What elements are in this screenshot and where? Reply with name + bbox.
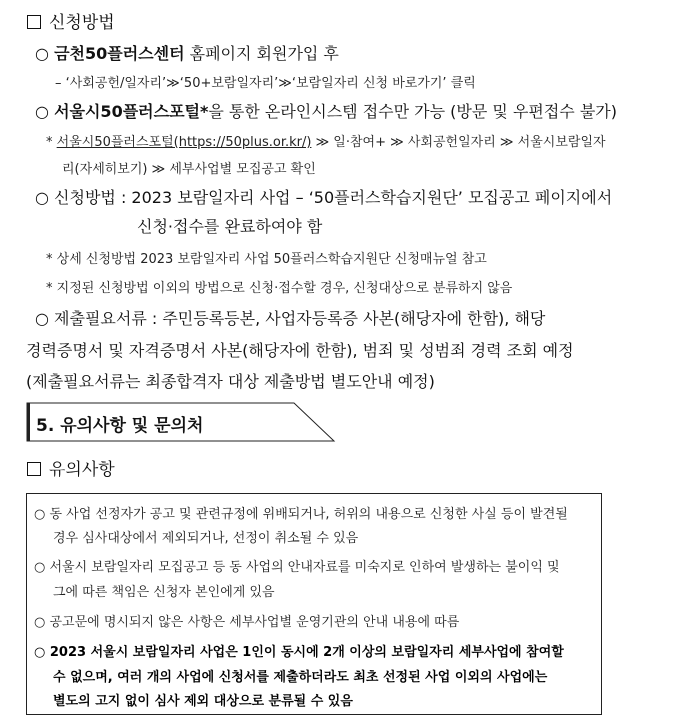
- section-5-title: 5. 유의사항 및 문의처: [36, 416, 204, 436]
- method-heading: 신청방법: [27, 8, 115, 33]
- notice-item-1: ○ 동 사업 선정자가 공고 및 관련규정에 위배되거나, 허위의 내용으로 신청한 사실 등이 발견될: [34, 507, 568, 522]
- documents-item: ○ 제출필요서류 : 주민등록등본, 사업자등록증 사본(해당자에 한함), 해당: [35, 309, 546, 328]
- notice-item-4-line3: 별도의 고지 없이 심사 제외 대상으로 분류될 수 있음: [53, 694, 353, 709]
- notice-item-2-line2: 그에 따른 책임은 신청자 본인에게 있음: [53, 585, 275, 600]
- method-item-1: ○ 금천50플러스센터 홈페이지 회원가입 후: [35, 44, 339, 63]
- portal-note: * 서울시50플러스포털(https://50plus.or.kr/) ≫ 일·참여+ ≫ 사회공헌일자리 ≫ 서울시보람일자: [46, 135, 606, 150]
- notice-box: [26, 493, 602, 715]
- checkbox-square-icon: [27, 462, 41, 476]
- method-item-2: ○ 서울시50플러스포털*을 통한 온라인시스템 접수만 가능 (방문 및 우편접수 불가): [35, 102, 618, 121]
- checkbox-square-icon: [27, 15, 41, 29]
- notice-item-1-line2: 경우 심사대상에서 제외되거나, 선정이 취소될 수 있음: [53, 531, 359, 546]
- notice-item-4-line2: 수 없으며, 여러 개의 사업에 신청서를 제출하더라도 최초 선정된 사업 이외의 사업에는: [53, 670, 548, 685]
- notice-item-2: ○ 서울시 보람일자리 모집공고 등 동 사업의 안내자료를 미숙지로 인하여 발생하는 불이익 및: [34, 560, 560, 575]
- center-name: 금천50플러스센터: [54, 44, 185, 63]
- method-item-1-sub: – ‘사회공헌/일자리’≫‘50+보람일자리’≫‘보람일자리 신청 바로가기’ 클릭: [55, 76, 476, 91]
- manual-note: * 상세 신청방법 2023 보람일자리 사업 50플러스학습지원단 신청매뉴얼 참고: [46, 252, 487, 267]
- section-5-header: [26, 402, 336, 442]
- portal-note-line2: 리(자세히보기) ≫ 세부사업별 모집공고 확인: [62, 162, 316, 177]
- documents-item-line2: 경력증명서 및 자격증명서 사본(해당자에 한함), 범죄 및 성범죄 경력 조회 예정: [26, 341, 574, 360]
- notice-item-4: ○ 2023 서울시 보람일자리 사업은 1인이 동시에 2개 이상의 보람일자리 세부사업에 참여할: [34, 645, 564, 660]
- notice-heading: 유의사항: [27, 455, 115, 480]
- notice-item-3: ○ 공고문에 명시되지 않은 사항은 세부사업별 운영기관의 안내 내용에 따름: [34, 615, 460, 630]
- method-item-3-line2: 신청·접수를 완료하여야 함: [137, 217, 323, 236]
- portal-name: 서울시50플러스포털*: [54, 102, 209, 121]
- portal-link[interactable]: 서울시50플러스포털(https://50plus.or.kr/): [56, 135, 312, 150]
- method-item-3: ○ 신청방법 : 2023 보람일자리 사업 – ‘50플러스학습지원단’ 모집공고 페이지에서: [35, 188, 613, 207]
- documents-item-line3: (제출필요서류는 최종합격자 대상 제출방법 별도안내 예정): [26, 372, 435, 391]
- method-warning-note: * 지정된 신청방법 이외의 방법으로 신청·접수할 경우, 신청대상으로 분류하지 않음: [46, 281, 513, 296]
